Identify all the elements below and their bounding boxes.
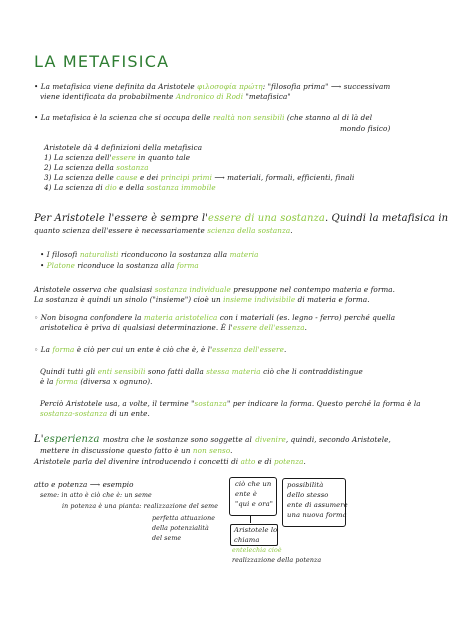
atto-perf2: della potenzialità <box>152 525 209 532</box>
def-2-a: 2) La scienza della <box>44 163 114 172</box>
p4-c: presuppone nel contempo materia e forma. <box>233 285 396 294</box>
p5-line1 <box>34 313 395 323</box>
p5-e: essere dell'essenza <box>232 323 305 332</box>
atto-box-line2: ente è <box>235 490 257 498</box>
entelechia-line1: Aristotele lo <box>234 526 278 534</box>
atto-potenza: in potenza è una pianta: realizzazione del seme <box>62 503 219 510</box>
p8-e: di un ente. <box>109 409 150 418</box>
p9-c: mostra che le sostanze sono soggette al <box>102 435 252 444</box>
p4-e: insieme indivisibile <box>223 295 296 304</box>
p9-a: L' <box>34 434 44 445</box>
potenza-box <box>282 478 346 527</box>
bullet: ◦ <box>34 313 39 322</box>
p1-text-c: successivam <box>343 82 391 91</box>
filos-l2b: riconduce la sostanza alla <box>77 261 175 270</box>
p2-text-b: realtà non sensibili <box>212 113 285 122</box>
def-1-c: in quanto tale <box>138 153 191 162</box>
p9-l: potenza <box>274 457 304 466</box>
p6-e: . <box>283 345 287 354</box>
def-1 <box>44 153 190 163</box>
p1-text-d: viene identificata da probabilmente <box>40 92 174 101</box>
filos-l1b: naturalisti <box>79 250 119 259</box>
p4-b: sostanza individuale <box>154 285 231 294</box>
p6-line1 <box>34 345 286 355</box>
p9-k: e di <box>257 457 272 466</box>
def-1-a: 1) La scienza dell' <box>44 153 112 162</box>
def-4-b: dio <box>105 183 117 192</box>
p5-b: materia aristotelica <box>143 313 218 322</box>
p9-b: esperienza <box>43 434 100 445</box>
p5-f: . <box>304 323 308 332</box>
p4-line2 <box>34 295 370 305</box>
atto-box-line1: ciò che un <box>235 480 272 488</box>
p5-c: con i materiali (es. legno - ferro) perché quella <box>219 313 396 322</box>
def-2-b: sostanza <box>116 163 149 172</box>
potenza-box-line3: ente di assumere <box>287 501 348 509</box>
filos-l2c: forma <box>176 261 199 270</box>
def-1-b: essere <box>111 153 136 162</box>
filos-l1d: materia <box>229 250 259 259</box>
arrow-right-icon: ⟶ <box>330 82 342 91</box>
entelechia-line3: entelechia cioè <box>232 547 282 554</box>
p4-f: di materia e forma. <box>297 295 370 304</box>
bullet: ◦ <box>34 345 39 354</box>
p1-greek: φιλοσοφία πρώτη <box>197 82 263 91</box>
def-3-a: 3) La scienza delle <box>44 173 114 182</box>
p9-line1 <box>34 433 391 446</box>
p7-line1 <box>40 367 363 377</box>
bullet: • <box>34 82 39 91</box>
p2-text-c: (che stanno al di là del <box>286 113 373 122</box>
p7-a: Quindi tutti gli <box>40 367 96 376</box>
atto-seme: seme: in atto è ciò che è: un seme <box>40 492 152 499</box>
p1-text-f: "metafisica" <box>245 92 291 101</box>
p6-c: è ciò per cui un ente è ciò che è, è l' <box>76 345 213 354</box>
p7-h: (diversa x ognuno). <box>80 377 153 386</box>
p4-d: La sostanza è quindi un sinolo ("insieme") cioè un <box>34 295 221 304</box>
bullet: • <box>40 250 45 259</box>
atto-box-line3: "qui e ora" <box>235 500 273 508</box>
p5-a: Non bisogna confondere la <box>40 313 142 322</box>
p7-e: ciò che li contraddistingue <box>263 367 363 376</box>
p3-f: . <box>290 226 293 235</box>
p4-a: Aristotele osserva che qualsiasi <box>34 285 153 294</box>
p9-h: . <box>230 446 233 455</box>
p2-line2: mondo fisico) <box>340 124 391 133</box>
p9-i: Aristotele parla del divenire introducendo i concetti di <box>34 457 239 466</box>
arrow-right-icon: ⟶ <box>214 173 225 182</box>
bullet: • <box>40 261 45 270</box>
p3-b: essere di una sostanza <box>208 213 325 224</box>
p3-e: scienza della sostanza <box>207 226 291 235</box>
def-3-d: principi primi <box>160 173 212 182</box>
p7-line2 <box>40 377 153 387</box>
def-3-c: e dei <box>140 173 159 182</box>
p8-line1 <box>40 399 421 409</box>
p6-b: forma <box>52 345 75 354</box>
defs-intro: Aristotele dà 4 definizioni della metafisica <box>44 143 203 152</box>
arrow-right-icon: ⟶ <box>89 480 101 489</box>
atto-esempio: esempio <box>102 480 134 489</box>
potenza-box-line4: una nuova forma <box>287 511 347 519</box>
filos-l1c: riconducono la sostanza alla <box>120 250 228 259</box>
p2-text-a: La metafisica è la scienza che si occupa delle <box>40 113 211 122</box>
atto-perf3: del seme <box>152 535 182 542</box>
p3-line2 <box>34 226 293 236</box>
def-4-c: e della <box>119 183 145 192</box>
def-2 <box>44 163 149 173</box>
atto-perf1: perfetta attuazione <box>152 515 216 522</box>
p9-d: divenire <box>255 435 286 444</box>
def-3 <box>44 173 354 183</box>
p5-d: aristotelica è priva di qualsiasi determinazione. È l' <box>40 323 233 332</box>
p9-line3 <box>34 457 306 467</box>
p7-g: forma <box>55 377 78 386</box>
connector-line <box>250 515 251 523</box>
potenza-box-line1: possibilità <box>287 481 324 489</box>
p3-c: . Quindi la metafisica in <box>324 213 449 224</box>
p7-b: enti sensibili <box>97 367 146 376</box>
def-4 <box>44 183 216 193</box>
p9-line2 <box>40 446 233 456</box>
atto-box <box>229 477 277 516</box>
bullet: • <box>34 113 39 122</box>
p5-line2 <box>40 323 307 333</box>
def-4-a: 4) La scienza di <box>44 183 103 192</box>
p8-d: sostanza-sostanza <box>40 409 108 418</box>
p7-d: stessa materia <box>206 367 261 376</box>
p8-a: Perciò Aristotele usa, a volte, il termine " <box>40 399 195 408</box>
filos-l1a: I filosofi <box>46 250 78 259</box>
p1-text-a: La metafisica viene definita da Aristotele <box>40 82 195 91</box>
filos-line2 <box>40 261 199 271</box>
p8-line2 <box>40 409 150 419</box>
page-title: LA METAFISICA <box>34 52 170 71</box>
p8-c: " per indicare la forma. Questo perché la forma è la <box>226 399 421 408</box>
p9-g: non senso <box>192 446 231 455</box>
p1-text-e: Andronico di Rodi <box>175 92 244 101</box>
p7-c: sono fatti dalla <box>147 367 204 376</box>
p1-text-b: : "filosofia prima" <box>262 82 329 91</box>
entelechia-line2: chiama <box>234 536 260 544</box>
p4-line1 <box>34 285 395 295</box>
p3-a: Per Aristotele l'essere è sempre l' <box>34 213 209 224</box>
entelechia-line4: realizzazione della potenza <box>232 557 322 564</box>
p1-line2 <box>40 92 291 102</box>
atto-head <box>34 480 134 490</box>
p2-line1 <box>34 113 372 123</box>
p6-d: essenza dell'essere <box>212 345 284 354</box>
atto-head-text: atto e potenza <box>34 480 88 489</box>
p7-f: è la <box>40 377 54 386</box>
p9-m: . <box>303 457 306 466</box>
def-4-d: sostanza immobile <box>146 183 216 192</box>
p8-b: sostanza <box>194 399 227 408</box>
filos-line1 <box>40 250 259 260</box>
def-3-b: cause <box>116 173 138 182</box>
p6-a: La <box>40 345 50 354</box>
p9-f: mettere in discussione questo fatto è un <box>40 446 191 455</box>
filos-l2a: Platone <box>46 261 75 270</box>
p9-j: atto <box>240 457 256 466</box>
potenza-box-line2: dello stesso <box>287 491 329 499</box>
p1-line1 <box>34 82 390 92</box>
p9-e: , quindi, secondo Aristotele, <box>285 435 391 444</box>
p3-line1 <box>34 212 448 225</box>
def-3-e: materiali, formali, efficienti, finali <box>227 173 355 182</box>
p3-d: quanto scienza dell'essere è necessariamente <box>34 226 205 235</box>
entelechia-box <box>230 524 278 546</box>
